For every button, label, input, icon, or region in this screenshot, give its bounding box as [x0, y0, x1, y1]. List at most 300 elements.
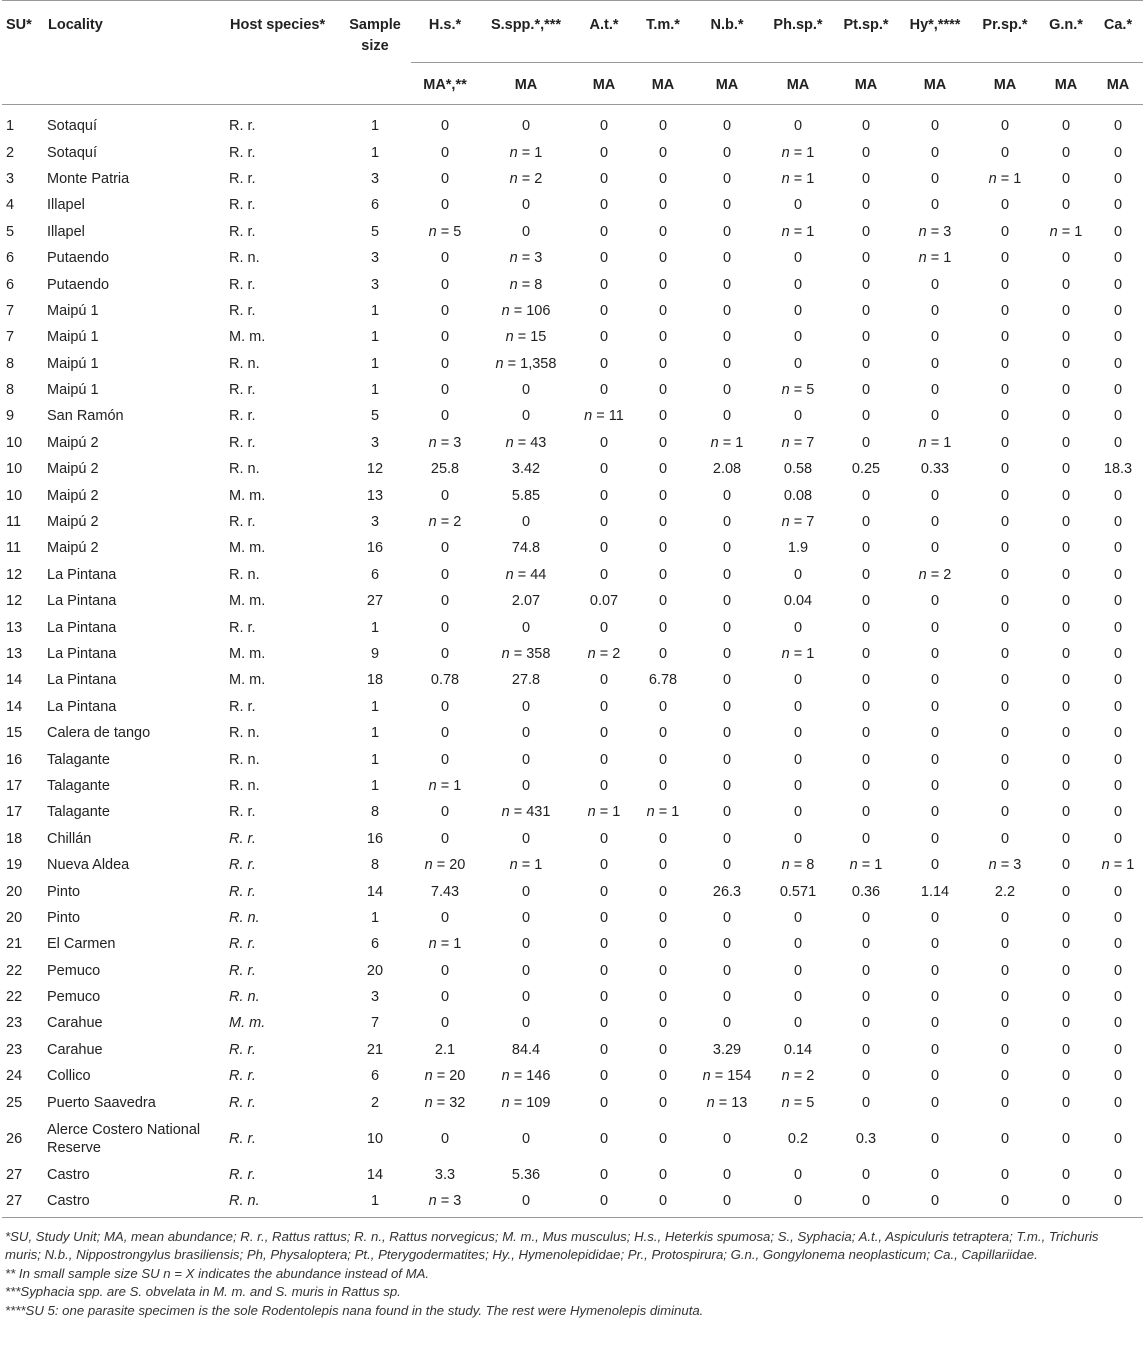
cell-host-species: M. m.: [229, 593, 266, 610]
cell-value: n = 1: [1101, 857, 1135, 874]
cell-value: 0: [1061, 619, 1071, 636]
cell-value: 0: [599, 514, 609, 531]
cell-host-species: M. m.: [229, 672, 266, 689]
cell-sample-size: 3: [370, 989, 380, 1006]
cell-su: 21: [6, 936, 23, 953]
cell-value: 0: [658, 857, 668, 874]
cell-value: 0: [930, 698, 940, 715]
cell-host-species: R. r.: [229, 382, 256, 399]
table-row: [2, 192, 1143, 218]
cell-value: 0: [861, 487, 871, 504]
cell-value: 0: [599, 276, 609, 293]
cell-value: 0: [1061, 1094, 1071, 1111]
cell-locality: La Pintana: [47, 672, 117, 689]
cell-value: 0: [793, 830, 803, 847]
cell-value: 0: [722, 408, 732, 425]
cell-value: 0: [1000, 830, 1010, 847]
cell-value: 0: [440, 698, 450, 715]
cell-value: 0: [722, 672, 732, 689]
cell-value: 0: [521, 1015, 531, 1032]
cell-locality: Calera de tango: [47, 725, 151, 742]
table-row: [2, 166, 1143, 192]
cell-value: 0.08: [783, 487, 813, 504]
cell-value: 0: [440, 329, 450, 346]
cell-value: 0: [440, 725, 450, 742]
table-row: [2, 403, 1143, 429]
cell-value: 0: [930, 909, 940, 926]
cell-value: 0: [930, 302, 940, 319]
cell-value: 0: [1000, 1167, 1010, 1184]
cell-value: 0: [1061, 1015, 1071, 1032]
cell-host-species: R. n.: [229, 777, 260, 794]
cell-value: 0: [899, 1188, 971, 1217]
cell-sample-size: 1: [370, 144, 380, 161]
cell-value: 0: [930, 408, 940, 425]
cell-host-species: R. n.: [229, 725, 260, 742]
cell-value: 0: [861, 329, 871, 346]
cell-value: 6.78: [648, 672, 678, 689]
cell-value: 0: [793, 1015, 803, 1032]
table-row: [2, 667, 1143, 693]
cell-su: 13: [6, 646, 23, 662]
cell-value: 0: [722, 170, 732, 187]
cell-value: n = 8: [509, 276, 543, 293]
cell-value: 0: [440, 276, 450, 293]
cell-value: n = 7: [781, 434, 815, 451]
cell-host-species: R. r.: [229, 698, 256, 715]
cell-value: 0: [722, 1130, 732, 1147]
cell-value: 0: [658, 1041, 668, 1058]
footnote: ****SU 5: one parasite specimen is the sole Rodentolepis nana found in the study. The rest were Hymenolepis diminuta.: [5, 1302, 704, 1318]
cell-locality: Pinto: [47, 883, 81, 900]
cell-value: 0: [1061, 514, 1071, 531]
cell-value: 0: [1061, 1068, 1071, 1085]
cell-su: 22: [6, 989, 23, 1006]
cell-value: 0: [658, 1094, 668, 1111]
cell-value: 27.8: [511, 672, 541, 689]
cell-value: 0: [599, 989, 609, 1006]
cell-value: 0: [1000, 144, 1010, 161]
cell-value: 0: [722, 857, 732, 874]
cell-value: 0: [1061, 830, 1071, 847]
header-su: SU*: [6, 17, 32, 33]
cell-value: 25.8: [430, 461, 460, 478]
cell-value: 0: [521, 777, 531, 794]
cell-value: 0: [1000, 118, 1010, 135]
cell-value: 0: [930, 1015, 940, 1032]
header-parasite: Hy*,****: [909, 17, 961, 33]
cell-value: 0: [861, 751, 871, 768]
cell-value: 0: [861, 1041, 871, 1058]
cell-value: 0: [930, 487, 940, 504]
cell-value: 2.07: [511, 593, 541, 610]
cell-value: 84.4: [511, 1041, 541, 1058]
cell-sample-size: 16: [366, 830, 384, 847]
cell-value: 0: [479, 1188, 573, 1217]
cell-value: 0: [1061, 276, 1071, 293]
cell-sample-size: 1: [370, 777, 380, 794]
cell-value: 0: [861, 593, 871, 610]
table-row: [2, 746, 1143, 772]
cell-value: 0: [1093, 1188, 1143, 1217]
cell-value: n = 1: [646, 804, 680, 821]
cell-su: 25: [6, 1094, 23, 1111]
table-row: [2, 826, 1143, 852]
cell-value: 0: [1061, 144, 1071, 161]
table-row: [2, 852, 1143, 878]
table-row: [2, 482, 1143, 508]
cell-value: 0: [599, 197, 609, 214]
cell-value: 0: [440, 962, 450, 979]
cell-value: 0: [1000, 223, 1010, 240]
cell-value: 0: [599, 487, 609, 504]
cell-value: n = 106: [501, 302, 551, 319]
cell-value: 0: [440, 170, 450, 187]
cell-host-species: M. m.: [229, 1015, 266, 1032]
cell-value: n = 1: [781, 646, 815, 662]
cell-value: 0: [1061, 197, 1071, 214]
table-row: [2, 377, 1143, 403]
cell-value: 0.14: [783, 1041, 813, 1058]
cell-sample-size: 6: [370, 566, 380, 583]
cell-value: 0: [1000, 672, 1010, 689]
cell-locality: La Pintana: [47, 619, 117, 636]
cell-value: 0: [658, 329, 668, 346]
cell-value: 0: [722, 962, 732, 979]
cell-value: n = 3: [918, 223, 952, 240]
cell-value: 0: [1000, 566, 1010, 583]
cell-su: 17: [6, 777, 23, 794]
cell-value: 0: [1000, 1094, 1010, 1111]
cell-value: 0: [599, 434, 609, 451]
cell-value: 0: [1061, 646, 1071, 662]
cell-locality: Maipú 1: [47, 302, 99, 319]
cell-value: 0: [1113, 408, 1123, 425]
table-row: [2, 1188, 1143, 1217]
cell-value: 0: [722, 118, 732, 135]
cell-locality: Maipú 2: [47, 487, 99, 504]
cell-value: 0: [599, 223, 609, 240]
header-parasite: G.n.*: [1049, 17, 1083, 33]
cell-value: n = 13: [706, 1094, 748, 1111]
cell-value: 0: [1000, 355, 1010, 372]
header-ma: MA: [691, 63, 763, 105]
cell-value: n = 1: [918, 250, 952, 267]
cell-value: 0: [1061, 909, 1071, 926]
table-body: [2, 105, 1143, 1218]
cell-value: 0: [722, 619, 732, 636]
cell-value: 0: [722, 751, 732, 768]
cell-value: 0: [599, 1068, 609, 1085]
cell-value: 0: [599, 1041, 609, 1058]
cell-sample-size: 12: [366, 461, 384, 478]
cell-locality: Castro: [47, 1167, 90, 1184]
cell-value: 0: [930, 1068, 940, 1085]
cell-value: 0: [658, 1068, 668, 1085]
cell-value: 0: [658, 619, 668, 636]
cell-value: 0: [1061, 1130, 1071, 1147]
cell-value: n = 2: [918, 566, 952, 583]
cell-value: 0: [1061, 540, 1071, 557]
cell-value: 0: [793, 329, 803, 346]
cell-host-species: M. m.: [229, 487, 266, 504]
cell-value: 0: [861, 936, 871, 953]
cell-value: 0: [658, 936, 668, 953]
cell-value: 0: [1000, 487, 1010, 504]
cell-value: 3.3: [434, 1167, 456, 1184]
cell-locality: La Pintana: [47, 593, 117, 610]
cell-value: 0: [1113, 619, 1123, 636]
cell-value: 0: [1113, 223, 1123, 240]
table-row: [2, 958, 1143, 984]
cell-value: 0: [722, 646, 732, 662]
cell-su: 15: [6, 725, 23, 742]
header-ma: MA: [1093, 63, 1143, 105]
cell-value: 7.43: [430, 883, 460, 900]
cell-su: 27: [2, 1188, 47, 1217]
cell-locality: Carahue: [47, 1015, 103, 1032]
cell-value: 0: [722, 487, 732, 504]
cell-su: 5: [6, 223, 15, 240]
cell-value: 0: [1000, 382, 1010, 399]
cell-value: 5.36: [511, 1167, 541, 1184]
cell-host-species: R. r.: [229, 514, 256, 531]
cell-host-species: R. n.: [229, 1188, 339, 1217]
table-row: [2, 562, 1143, 588]
cell-locality: Talagante: [47, 751, 110, 768]
cell-su: 7: [6, 329, 15, 346]
cell-value: 0: [440, 1015, 450, 1032]
cell-value: 0: [691, 1188, 763, 1217]
cell-value: 0: [861, 408, 871, 425]
cell-value: n = 1: [988, 170, 1022, 187]
cell-value: 0: [1000, 1068, 1010, 1085]
cell-value: 0: [1061, 408, 1071, 425]
cell-sample-size: 5: [370, 408, 380, 425]
cell-value: 0.571: [779, 883, 817, 900]
cell-value: 0: [521, 1130, 531, 1147]
cell-value: 0: [521, 830, 531, 847]
cell-value: 0: [793, 751, 803, 768]
cell-sample-size: 16: [366, 540, 384, 557]
cell-host-species: R. r.: [229, 1041, 256, 1058]
cell-value: 0: [521, 223, 531, 240]
cell-value: 0: [793, 118, 803, 135]
cell-sample-size: 6: [370, 197, 380, 214]
table-row: [2, 298, 1143, 324]
table-row: [2, 773, 1143, 799]
cell-value: n = 5: [428, 223, 462, 240]
cell-value: 0: [861, 1094, 871, 1111]
cell-sample-size: 3: [370, 514, 380, 531]
cell-host-species: R. r.: [229, 170, 256, 187]
cell-value: 0: [861, 382, 871, 399]
cell-locality: Maipú 2: [47, 461, 99, 478]
cell-value: 0: [1113, 487, 1123, 504]
cell-locality: Alerce Costero National Reserve: [47, 1121, 201, 1156]
cell-value: 0: [1061, 566, 1071, 583]
cell-value: n = 1: [781, 144, 815, 161]
cell-value: 0: [573, 1188, 635, 1217]
cell-host-species: R. r.: [229, 1068, 256, 1085]
table-row: [2, 1010, 1143, 1036]
cell-value: 0: [658, 698, 668, 715]
table-row: [2, 1162, 1143, 1188]
cell-sample-size: 10: [366, 1130, 384, 1147]
cell-value: 0.2: [787, 1130, 809, 1147]
cell-sample-size: 21: [366, 1041, 384, 1058]
cell-value: n = 1: [849, 857, 883, 874]
cell-value: 0: [1000, 619, 1010, 636]
cell-value: 0: [722, 276, 732, 293]
cell-value: 0: [722, 144, 732, 161]
cell-value: 0: [1061, 989, 1071, 1006]
cell-value: 0: [1000, 646, 1010, 662]
cell-su: 1: [6, 118, 15, 135]
cell-value: 0: [1113, 276, 1123, 293]
cell-su: 8: [6, 355, 15, 372]
cell-sample-size: 6: [370, 1068, 380, 1085]
cell-host-species: R. r.: [229, 1167, 256, 1184]
table-row: [2, 931, 1143, 957]
cell-value: 0: [440, 382, 450, 399]
cell-locality: Sotaquí: [47, 144, 97, 161]
cell-value: 0: [930, 751, 940, 768]
cell-value: 1.9: [787, 540, 809, 557]
cell-value: 0: [930, 1094, 940, 1111]
cell-value: 0: [861, 514, 871, 531]
cell-value: 0: [861, 646, 871, 662]
cell-value: 0: [722, 540, 732, 557]
cell-value: 0: [658, 1167, 668, 1184]
cell-value: n = 2: [509, 170, 543, 187]
cell-value: 0: [1000, 302, 1010, 319]
cell-locality: Nueva Aldea: [47, 857, 130, 874]
table-row: [2, 588, 1143, 614]
cell-value: 0: [658, 540, 668, 557]
cell-value: 0: [658, 276, 668, 293]
cell-sample-size: 14: [366, 883, 384, 900]
cell-sample-size: 9: [370, 646, 380, 662]
cell-host-species: R. n.: [229, 989, 260, 1006]
cell-sample-size: 1: [370, 725, 380, 742]
cell-value: 0: [521, 408, 531, 425]
cell-host-species: R. r.: [229, 118, 256, 135]
header-parasite: A.t.*: [589, 17, 619, 33]
cell-value: 0: [599, 1094, 609, 1111]
cell-value: 5.85: [511, 487, 541, 504]
cell-value: 0: [1113, 514, 1123, 531]
cell-value: 0: [1113, 751, 1123, 768]
cell-su: 7: [6, 302, 15, 319]
cell-value: n = 32: [424, 1094, 466, 1111]
cell-value: 0: [1113, 118, 1123, 135]
cell-locality: Talagante: [47, 777, 110, 794]
cell-value: 0: [599, 883, 609, 900]
cell-locality: Talagante: [47, 804, 110, 821]
cell-value: 0: [1061, 698, 1071, 715]
cell-host-species: R. r.: [229, 276, 256, 293]
cell-value: 0: [1113, 170, 1123, 187]
cell-su: 3: [6, 170, 15, 187]
cell-su: 2: [6, 144, 15, 161]
cell-value: n = 1: [428, 936, 462, 953]
cell-value: 0: [1113, 382, 1123, 399]
table-row: [2, 430, 1143, 456]
cell-value: 0: [1113, 725, 1123, 742]
cell-value: 0: [793, 672, 803, 689]
cell-value: 0: [440, 909, 450, 926]
cell-sample-size: 1: [370, 909, 380, 926]
header-parasite: Pt.sp.*: [843, 17, 889, 33]
cell-sample-size: 1: [370, 329, 380, 346]
cell-value: 0: [1113, 144, 1123, 161]
cell-value: 0: [599, 566, 609, 583]
cell-value: 0: [599, 619, 609, 636]
cell-value: 0: [1000, 329, 1010, 346]
cell-value: 0: [793, 197, 803, 214]
cell-value: 0: [861, 355, 871, 372]
cell-value: 3.42: [511, 461, 541, 478]
cell-value: n = 3: [428, 434, 462, 451]
cell-value: 0: [658, 170, 668, 187]
cell-value: 0: [1000, 777, 1010, 794]
cell-value: 0: [521, 118, 531, 135]
cell-locality: Pinto: [47, 909, 81, 926]
cell-value: 0: [599, 461, 609, 478]
cell-value: 0: [599, 777, 609, 794]
cell-value: 0: [1061, 962, 1071, 979]
cell-value: 0.78: [430, 672, 460, 689]
cell-value: 0: [722, 804, 732, 821]
cell-value: 0: [599, 118, 609, 135]
cell-value: 0: [521, 909, 531, 926]
cell-host-species: R. r.: [229, 1130, 256, 1147]
cell-value: 0: [1000, 909, 1010, 926]
cell-value: 0: [440, 989, 450, 1006]
cell-value: 0: [521, 514, 531, 531]
cell-value: 18.3: [1103, 461, 1133, 478]
header-parasite: Ph.sp.*: [773, 17, 823, 33]
cell-value: 0: [1061, 250, 1071, 267]
table-row: [2, 799, 1143, 825]
table-row: [2, 878, 1143, 904]
footnote: ***Syphacia spp. are S. obvelata in M. m. and S. muris in Rattus sp.: [5, 1284, 401, 1300]
cell-value: 0: [722, 566, 732, 583]
cell-value: 0: [1061, 593, 1071, 610]
cell-value: 0: [599, 302, 609, 319]
cell-value: 0: [722, 989, 732, 1006]
cell-su: 10: [6, 461, 23, 478]
cell-su: 9: [6, 408, 15, 425]
cell-value: 0: [1061, 170, 1071, 187]
cell-host-species: R. r.: [229, 197, 256, 214]
cell-value: 0: [930, 355, 940, 372]
cell-host-species: R. n.: [229, 250, 260, 267]
cell-value: 0: [861, 1068, 871, 1085]
cell-host-species: R. r.: [229, 144, 256, 161]
cell-value: 0: [1113, 698, 1123, 715]
cell-value: 0: [722, 936, 732, 953]
cell-value: 0: [793, 355, 803, 372]
cell-locality: Collico: [47, 1068, 91, 1085]
cell-value: 0: [861, 830, 871, 847]
cell-su: 14: [6, 698, 23, 715]
cell-value: n = 7: [781, 514, 815, 531]
cell-value: 0: [1113, 777, 1123, 794]
cell-value: 0: [1113, 909, 1123, 926]
cell-value: n = 1: [587, 804, 621, 821]
